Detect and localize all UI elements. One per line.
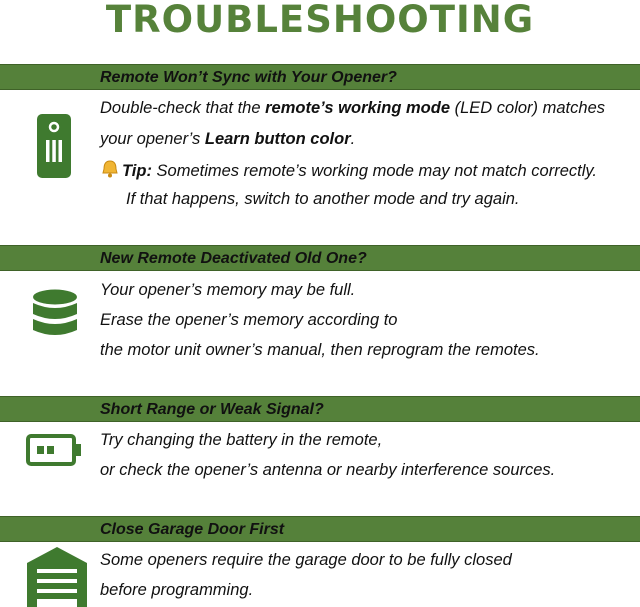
deactivated-text-line-3: the motor unit owner’s manual, then reprogram the remotes. [100,341,540,359]
sync-text-line-1: Double-check that the remote’s working mode (LED color) matches [100,99,605,117]
section-header-range [0,396,640,422]
database-icon [32,289,78,345]
garage-text-line-2: before programming. [100,581,254,599]
section-heading: Short Range or Weak Signal? [100,401,324,418]
section-header-deactivated [0,245,640,271]
range-text-line-2: or check the opener’s antenna or nearby interference sources. [100,461,556,479]
tip-line-2: If that happens, switch to another mode and try again. [126,190,520,208]
garage-icon [27,547,87,607]
bell-icon [100,160,120,178]
battery-icon [26,434,82,466]
remote-icon [37,114,71,178]
range-text-line-1: Try changing the battery in the remote, [100,431,383,449]
garage-text-line-1: Some openers require the garage door to be fully closed [100,551,512,569]
deactivated-text-line-1: Your opener’s memory may be full. [100,281,356,299]
page-title: TROUBLESHOOTING [105,0,535,41]
section-header-sync [0,64,640,90]
section-heading: New Remote Deactivated Old One? [100,250,367,267]
tip-line: Tip: Sometimes remote’s working mode may not match correctly. [100,160,597,181]
section-heading: Remote Won’t Sync with Your Opener? [100,69,397,86]
deactivated-text-line-2: Erase the opener’s memory according to [100,311,398,329]
section-heading: Close Garage Door First [100,521,285,538]
sync-text-line-2: your opener’s Learn button color. [100,130,356,148]
section-header-garage [0,516,640,542]
